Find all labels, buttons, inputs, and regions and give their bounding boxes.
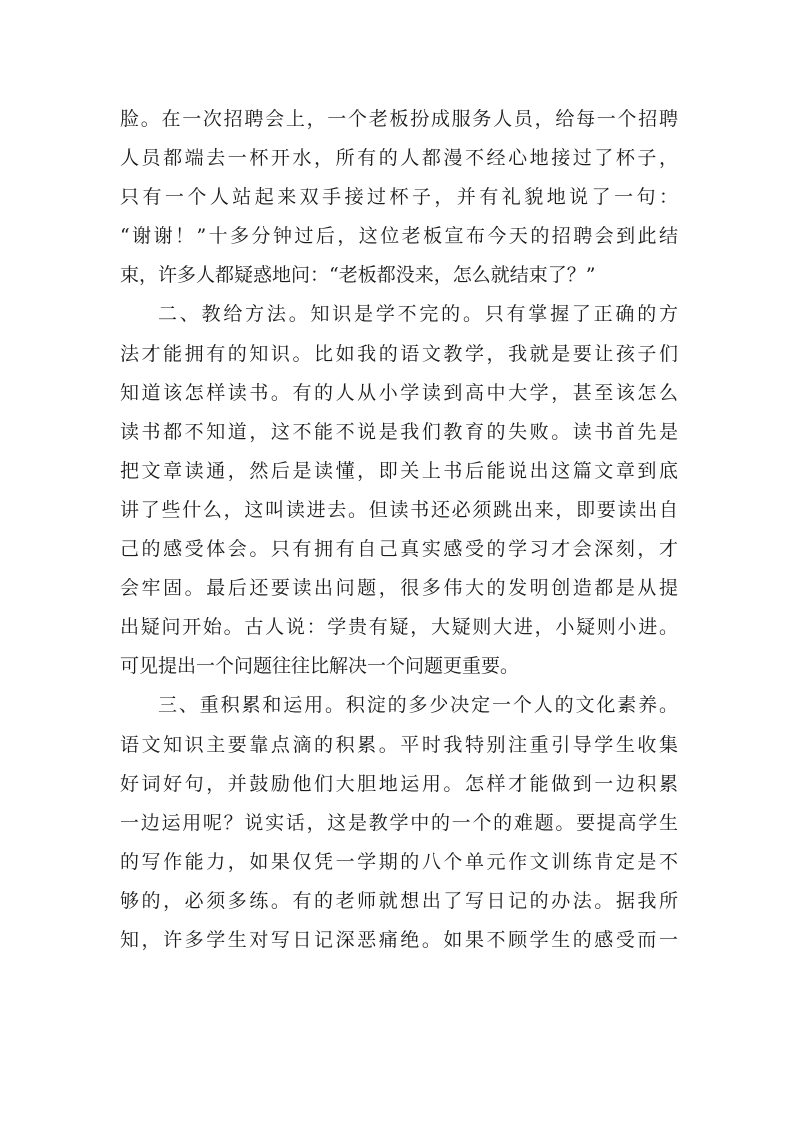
text-line: 读书都不知道，这不能不说是我们教育的失败。读书首先是 (120, 420, 678, 443)
text-line: 法才能拥有的知识。比如我的语文教学，我就是要让孩子们 (120, 342, 678, 365)
text-line: 脸。在一次招聘会上，一个老板扮成服务人员，给每一个招聘 (120, 108, 678, 130)
text-line: 会牢固。最后还要读出问题，很多伟大的发明创造都是从提 (120, 577, 678, 600)
text-line: 讲了些什么，这叫读进去。但读书还必须跳出来，即要读出自 (120, 498, 678, 521)
body-text (120, 100, 678, 960)
text-line: 知道该怎样读书。有的人从小学读到高中大学，甚至该怎么 (120, 381, 678, 404)
text-line: 出疑问开始。古人说：学贵有疑，大疑则大进，小疑则小进。 (120, 616, 678, 639)
text-line: 人员都端去一杯开水，所有的人都漫不经心地接过了杯子， (120, 147, 678, 170)
text-line: 够的，必须多练。有的老师就想出了写日记的办法。据我所 (120, 889, 678, 912)
text-line: 好词好句，并鼓励他们大胆地运用。怎样才能做到一边积累 (120, 772, 678, 795)
paragraph-start-line: 三、重积累和运用。积淀的多少决定一个人的文化素养。 (158, 694, 678, 717)
text-line: 束，许多人都疑惑地问：“老板都没来，怎么就结束了？” (120, 264, 596, 287)
text-line: “谢谢！”十多分钟过后，这位老板宣布今天的招聘会到此结 (120, 225, 678, 248)
text-line: 己的感受体会。只有拥有自己真实感受的学习才会深刻，才 (120, 538, 678, 561)
text-line: 把文章读通，然后是读懂，即关上书后能说出这篇文章到底 (120, 459, 678, 482)
text-line: 只有一个人站起来双手接过杯子，并有礼貌地说了一句： (120, 186, 678, 209)
text-line: 可见提出一个问题往往比解决一个问题更重要。 (120, 655, 520, 678)
text-line: 语文知识主要靠点滴的积累。平时我特别注重引导学生收集 (120, 733, 678, 756)
text-line: 的写作能力，如果仅凭一学期的八个单元作文训练肯定是不 (120, 850, 678, 873)
text-line: 知，许多学生对写日记深恶痛绝。如果不顾学生的感受而一 (120, 928, 678, 951)
paragraph-start-line: 二、教给方法。知识是学不完的。只有掌握了正确的方 (158, 303, 678, 326)
text-line: 一边运用呢？说实话，这是教学中的一个的难题。要提高学生 (120, 811, 678, 834)
